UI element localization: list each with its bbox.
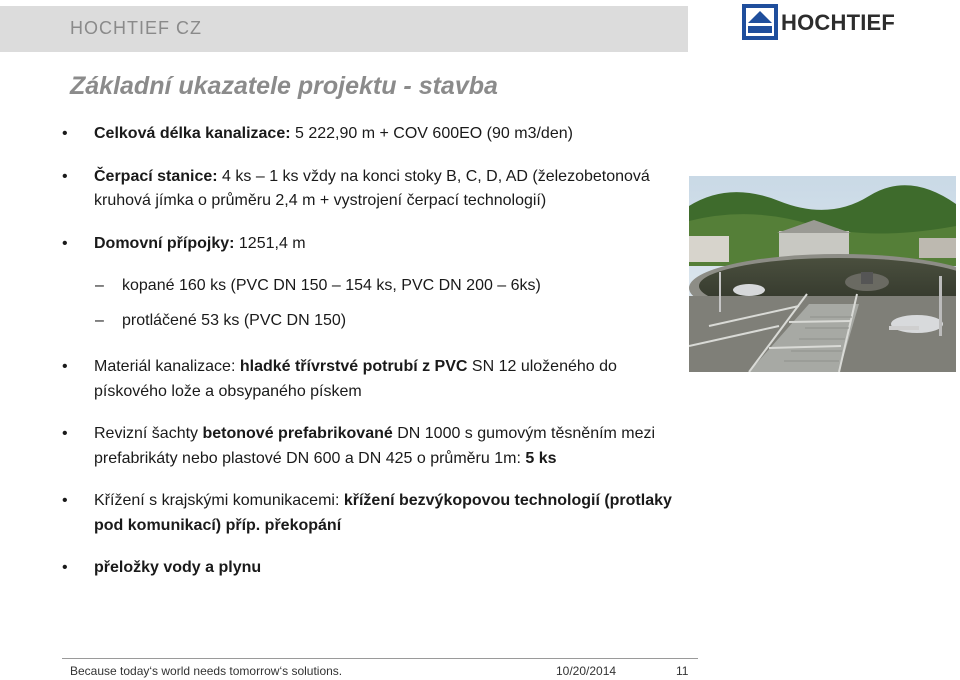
treatment-plant-photo-image bbox=[689, 176, 956, 372]
bullet-crossings bbox=[62, 489, 682, 538]
bullet-icon: • bbox=[62, 425, 68, 442]
bullet-label: Domovní přípojky: bbox=[94, 234, 235, 252]
bullet-text: 4 ks – 1 ks vždy na konci stoky B, C, D, AD (železobetonová kruhová jímka o průměru 2,4 m + vystrojení čerpací technologií) bbox=[94, 167, 650, 209]
logo-wordmark: HOCHTIEF bbox=[781, 10, 896, 35]
bullet-bold: hladké třívrstvé potrubí z PVC bbox=[239, 358, 468, 375]
bullet-text: SN 12 uloženého do pískového lože a obsypaného pískem bbox=[94, 358, 617, 400]
bullet-bold: křížení bezvýkopovou technologií (protlaky pod komunikací) příp. překopání bbox=[94, 492, 672, 534]
footer-slogan: Because today‘s world needs tomorrow‘s solutions. bbox=[70, 664, 343, 678]
bullet-icon: • bbox=[62, 167, 68, 185]
bullet-icon: • bbox=[62, 559, 68, 576]
header-brand-text: HOCHTIEF CZ bbox=[70, 18, 202, 38]
bullet-icon: • bbox=[62, 125, 68, 142]
bullet-relocations bbox=[62, 556, 682, 581]
treatment-plant-photo bbox=[689, 176, 956, 372]
bullet-manholes bbox=[62, 422, 682, 471]
header-bar bbox=[0, 6, 688, 52]
bullet-icon: • bbox=[62, 492, 68, 509]
bullet-text: Křížení s krajskými komunikacemi: bbox=[94, 492, 344, 509]
dash-icon: – bbox=[95, 311, 104, 329]
bullet-pump-stations bbox=[62, 165, 682, 214]
bullet-text: DN 1000 s gumovým těsněním mezi prefabrikáty nebo plastové DN 600 a DN 425 o průměru 1m: bbox=[94, 425, 656, 467]
bullet-label: Čerpací stanice: bbox=[94, 167, 218, 185]
bullet-house-connections bbox=[62, 232, 682, 257]
footer-date: 10/20/2014 bbox=[556, 664, 617, 678]
bullet-text: Revizní šachty bbox=[94, 425, 203, 442]
bullet-icon: • bbox=[62, 358, 68, 375]
sub-bullet-text: kopané 160 ks (PVC DN 150 – 154 ks, PVC DN 200 – 6ks) bbox=[122, 277, 541, 294]
sub-bullet-text: protláčené 53 ks (PVC DN 150) bbox=[122, 311, 347, 329]
bullet-text: Materiál kanalizace: bbox=[94, 358, 240, 375]
footer-page-number: 11 bbox=[676, 664, 689, 678]
sub-bullet-excavated bbox=[62, 274, 682, 299]
bullet-bold: přeložky vody a plynu bbox=[94, 559, 262, 576]
dash-icon: – bbox=[95, 277, 104, 294]
footer-divider bbox=[62, 658, 698, 659]
bullet-bold: 5 ks bbox=[525, 449, 557, 467]
bullet-bold: betonové prefabrikované bbox=[202, 425, 393, 442]
bullet-list bbox=[62, 122, 682, 599]
bullet-text: 5 222,90 m + COV 600EO (90 m3/den) bbox=[290, 125, 573, 142]
hochtief-logo-icon bbox=[742, 4, 778, 40]
hochtief-logo bbox=[742, 4, 896, 40]
sub-bullet-pushed bbox=[62, 309, 682, 334]
bullet-label: Celková délka kanalizace: bbox=[94, 125, 291, 142]
bullet-text: 1251,4 m bbox=[234, 234, 306, 252]
slide-title: Základní ukazatele projektu - stavba bbox=[70, 72, 498, 100]
bullet-total-length bbox=[62, 122, 682, 147]
bullet-material bbox=[62, 355, 682, 404]
bullet-icon: • bbox=[62, 234, 68, 252]
